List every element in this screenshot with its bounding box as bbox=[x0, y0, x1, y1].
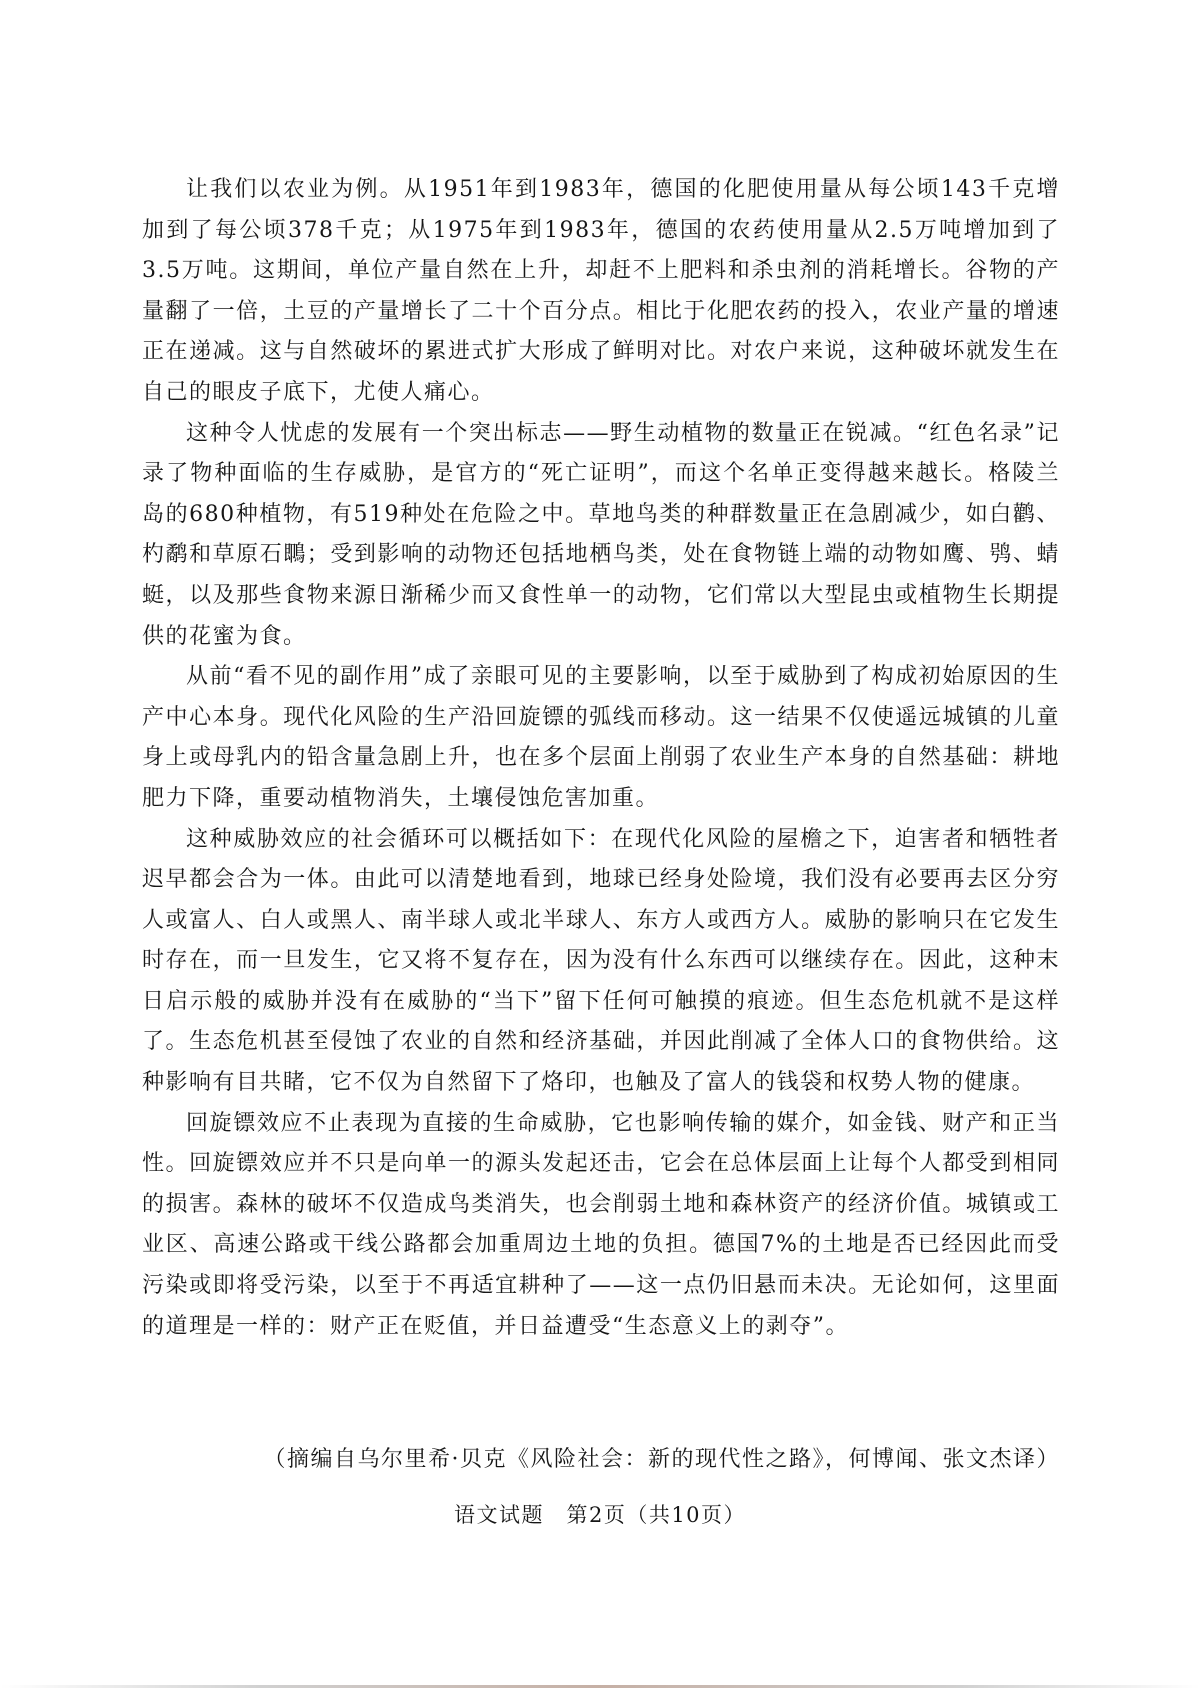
source-citation: （摘编自乌尔里希·贝克《风险社会：新的现代性之路》，何博闻、张文杰译） bbox=[263, 1447, 1060, 1472]
paragraph-4: 这种威胁效应的社会循环可以概括如下：在现代化风险的屋檐之下，迫害者和牺牲者迟早都会合为一体。由此可以清楚地看到，地球已经身处险境，我们没有必要再去区分穷人或富人、白人或黑人、南半球人或北半球人、东方人或西方人。威胁的影响只在它发生时存在，而一旦发生，它又将不复存在，因为没有什么东西可以继续存在。因此，这种末日启示般的威胁并没有在威胁的“当下”留下任何可触摸的痕迹。但生态危机就不是这样了。生态危机甚至侵蚀了农业的自然和经济基础，并因此削减了全体人口的食物供给。这种影响有目共睹，它不仅为自然留下了烙印，也触及了富人的钱袋和权势人物的健康。 bbox=[142, 826, 1060, 1096]
paragraph-3: 从前“看不见的副作用”成了亲眼可见的主要影响，以至于威胁到了构成初始原因的生产中心本身。现代化风险的生产沿回旋镖的弧线而移动。这一结果不仅使遥远城镇的儿童身上或母乳内的铅含量急剧上升，也在多个层面上削弱了农业生产本身的自然基础：耕地肥力下降，重要动植物消失，土壤侵蚀危害加重。 bbox=[142, 664, 1060, 811]
paragraph-5: 回旋镖效应不止表现为直接的生命威胁，它也影响传输的媒介，如金钱、财产和正当性。回旋镖效应并不只是向单一的源头发起还击，它会在总体层面上让每个人都受到相同的损害。森林的破坏不仅造成鸟类消失，也会削弱土地和森林资产的经济价值。城镇或工业区、高速公路或干线公路都会加重周边土地的负担。德国7%的土地是否已经因此而受污染或即将受污染，以至于不再适宜耕种了——这一点仍旧悬而未决。无论如何，这里面的道理是一样的：财产正在贬值，并日益遭受“生态意义上的剥夺”。 bbox=[142, 1110, 1060, 1339]
paragraph-2: 这种令人忧虑的发展有一个突出标志——野生动植物的数量正在锐减。“红色名录”记录了物种面临的生存威胁，是官方的“死亡证明”，而这个名单正变得越来越长。格陵兰岛的680种植物，有519种处在危险之中。草地鸟类的种群数量正在急剧减少，如白鹳、杓鹬和草原石䳭；受到影响的动物还包括地栖鸟类，处在食物链上端的动物如鹰、鸮、蜻蜓，以及那些食物来源日渐稀少而又食性单一的动物，它们常以大型昆虫或植物生长期提供的花蜜为食。 bbox=[142, 420, 1060, 649]
article-body bbox=[142, 170, 1060, 1347]
page-footer: 语文试题 第2页（共10页） bbox=[453, 1503, 747, 1527]
paragraph-1: 让我们以农业为例。从1951年到1983年，德国的化肥使用量从每公顷143千克增加到了每公顷378千克；从1975年到1983年，德国的农药使用量从2.5万吨增加到了3.5万吨。这期间，单位产量自然在上升，却赶不上肥料和杀虫剂的消耗增长。谷物的产量翻了一倍，土豆的产量增长了二十个百分点。相比于化肥农药的投入，农业产量的增速正在递减。这与自然破坏的累进式扩大形成了鲜明对比。对农户来说，这种破坏就发生在自己的眼皮子底下，尤使人痛心。 bbox=[142, 177, 1060, 405]
scan-edge-line bbox=[0, 1685, 1200, 1688]
